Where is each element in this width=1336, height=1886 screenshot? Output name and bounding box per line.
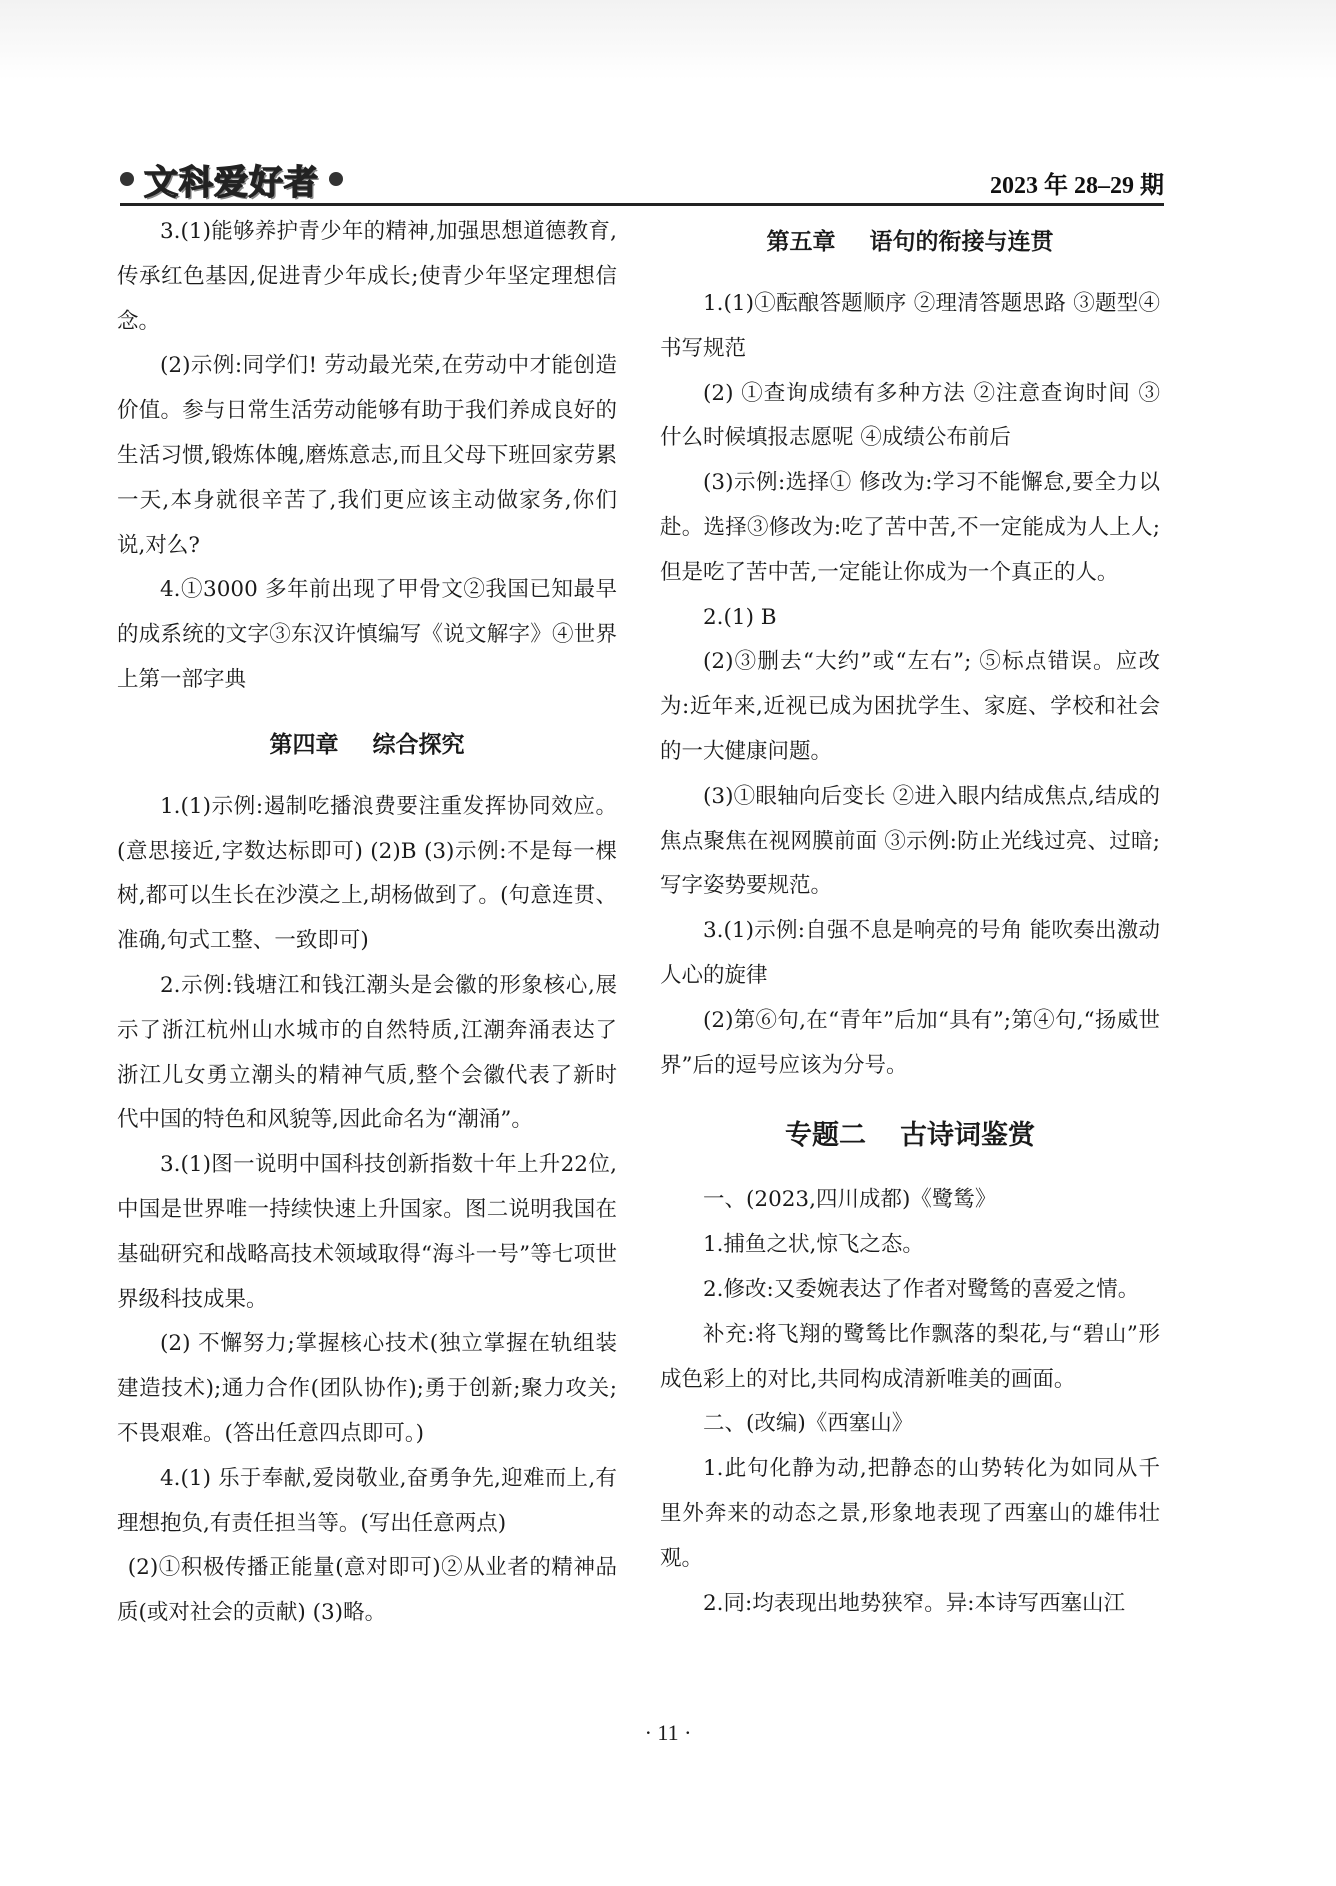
answer-paragraph: (2) 不懈努力;掌握核心技术(独立掌握在轨组装建造技术);通力合作(团队协作);勇于创新;聚力攻关;不畏艰难。(答出任意四点即可。) <box>117 1331 617 1446</box>
bullet-icon <box>329 172 343 186</box>
answer-paragraph: (2)示例:同学们! 劳动最光荣,在劳动中才能创造价值。参与日常生活劳动能够有助于我们养成良好的生活习惯,锻炼体魄,磨炼意志,而且父母下班回家劳累一天,本身就很辛苦了,我们更应该主动做家务,你们说,对么? <box>117 353 617 558</box>
answer-paragraph: (2) ①查询成绩有多种方法 ②注意查询时间 ③什么时候填报志愿呢 ④成绩公布前后 <box>660 380 1160 451</box>
chapter-name: 语句的衔接与连贯 <box>869 229 1054 255</box>
chapter-number: 第四章 <box>269 731 339 758</box>
answer-paragraph: 1.捕鱼之状,惊飞之态。 <box>703 1232 924 1258</box>
scan-edge-shadow <box>0 0 1336 80</box>
topic-name: 古诗词鉴赏 <box>900 1120 1035 1152</box>
answer-paragraph: 2.示例:钱塘江和钱江潮头是会徽的形象核心,展示了浙江杭州山水城市的自然特质,江潮奔涌表达了浙江儿女勇立潮头的精神气质,整个会徽代表了新时代中国的特色和风貌等,因此命名为“潮涌”。 <box>117 972 617 1133</box>
answer-paragraph: 4.①3000 多年前出现了甲骨文②我国已知最早的成系统的文字③东汉许慎编写《说文解字》④世界上第一部字典 <box>117 577 617 692</box>
magazine-brand <box>120 155 343 203</box>
answer-paragraph: 2.同:均表现出地势狭窄。异:本诗写西塞山江 <box>703 1590 1126 1616</box>
topic-number: 专题二 <box>785 1120 866 1152</box>
answer-paragraph: (3)①眼轴向后变长 ②进入眼内结成焦点,结成的焦点聚焦在视网膜前面 ③示例:防止光线过亮、过暗;写字姿势要规范。 <box>660 783 1160 899</box>
answer-paragraph: 补充:将飞翔的鹭鸶比作飘落的梨花,与“碧山”形成色彩上的对比,共同构成清新唯美的画面。 <box>660 1321 1160 1392</box>
header-divider <box>120 203 1164 206</box>
answer-paragraph: (2)③删去“大约”或“左右”; ⑤标点错误。应改为:近年来,近视已成为困扰学生、家庭、学校和社会的一大健康问题。 <box>660 649 1160 764</box>
section-heading: 一、(2023,四川成都)《鹭鸶》 <box>703 1187 997 1213</box>
chapter-name: 综合探究 <box>372 731 465 758</box>
answer-paragraph: 1.此句化静为动,把静态的山势转化为如同从千里外奔来的动态之景,形象地表现了西塞山的雄伟壮观。 <box>660 1456 1160 1571</box>
answer-paragraph: (2)第⑥句,在“青年”后加“具有”;第④句,“扬威世界”后的逗号应该为分号。 <box>660 1007 1160 1078</box>
brand-title: 文科爱好者 <box>144 162 319 203</box>
chapter-number: 第五章 <box>766 229 836 255</box>
left-column <box>117 210 617 1636</box>
right-column <box>660 210 1160 1626</box>
answer-paragraph: 2.(1) B <box>703 604 777 630</box>
answer-paragraph: 3.(1)图一说明中国科技创新指数十年上升22位,中国是世界唯一持续快速上升国家。图二说明我国在基础研究和战略高技术领域取得“海斗一号”等七项世界级科技成果。 <box>117 1152 617 1312</box>
answer-paragraph: 3.(1)能够养护青少年的精神,加强思想道德教育,传承红色基因,促进青少年成长;使青少年坚定理想信念。 <box>117 219 617 334</box>
answer-paragraph: 4.(1) 乐于奉献,爱岗敬业,奋勇争先,迎难而上,有理想抱负,有责任担当等。(写出任意两点) <box>117 1465 617 1536</box>
answer-paragraph: 3.(1)示例:自强不息是响亮的号角 能吹奏出激动人心的旋律 <box>660 918 1160 988</box>
page-header <box>120 155 1164 203</box>
chapter-heading <box>117 713 617 777</box>
answer-paragraph: (3)示例:选择① 修改为:学习不能懈怠,要全力以赴。选择③修改为:吃了苦中苦,不一定能成为人上人;但是吃了苦中苦,一定能让你成为一个真正的人。 <box>660 470 1160 585</box>
issue-number: 2023 年 28–29 期 <box>990 173 1164 199</box>
bullet-icon <box>120 172 134 186</box>
section-heading: 二、(改编)《西塞山》 <box>703 1411 914 1437</box>
answer-paragraph: (2)①积极传播正能量(意对即可)②从业者的精神品质(或对社会的贡献) (3)略。 <box>117 1555 617 1626</box>
page-number: · 11 · <box>644 1720 692 1745</box>
chapter-heading <box>660 210 1160 274</box>
answer-paragraph: 1.(1)示例:遏制吃播浪费要注重发挥协同效应。(意思接近,字数达标即可) (2)B (3)示例:不是每一棵树,都可以生长在沙漠之上,胡杨做到了。(句意连贯、准确,句式工整、一致即可) <box>117 793 617 954</box>
answer-paragraph: 2.修改:又委婉表达了作者对鹭鸶的喜爱之情。 <box>703 1276 1140 1302</box>
answer-paragraph: 1.(1)①酝酿答题顺序 ②理清答题思路 ③题型④书写规范 <box>660 291 1160 361</box>
topic-heading <box>660 1094 1160 1178</box>
